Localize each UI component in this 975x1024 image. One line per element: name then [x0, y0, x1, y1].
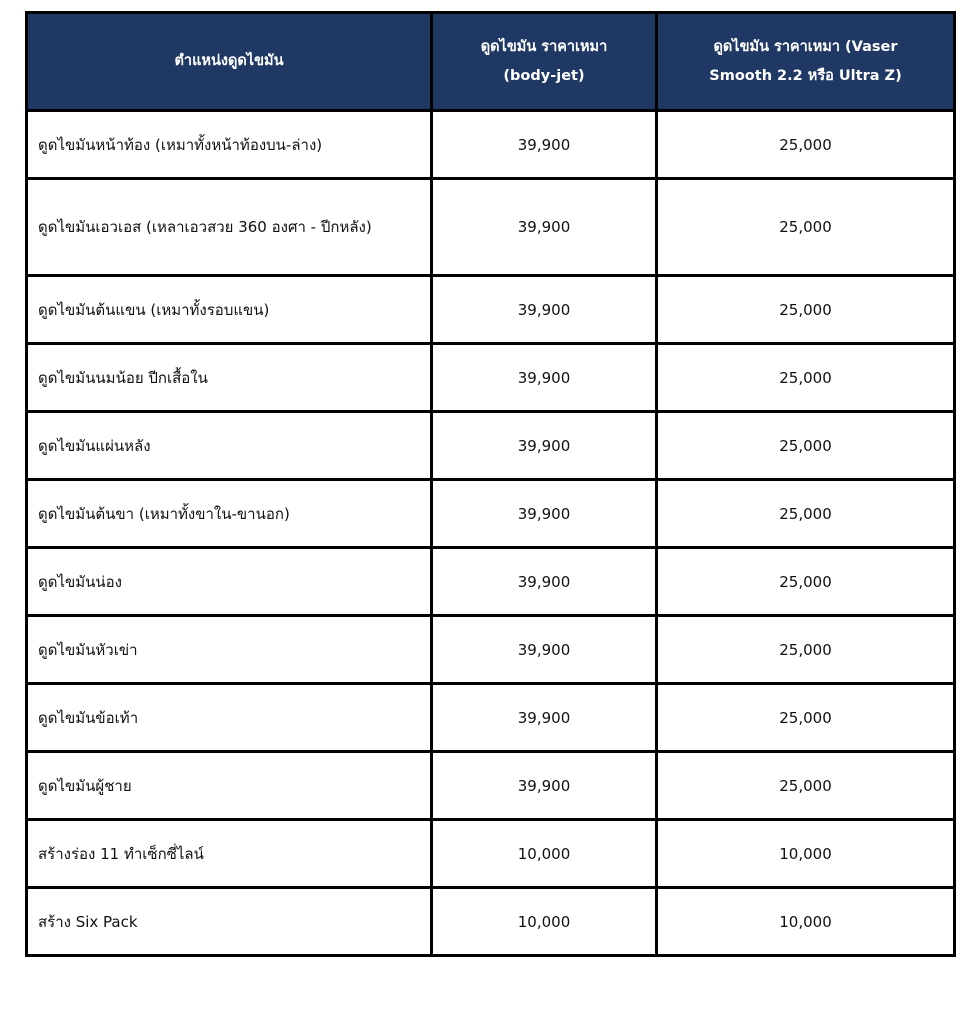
area-cell: ดูดไขมันเอวเอส (เหลาเอวสวย 360 องศา - ปีกหลัง)	[27, 179, 432, 276]
table-row	[27, 276, 955, 344]
table-row	[27, 820, 955, 888]
vaser-price-cell: 10,000	[657, 888, 955, 956]
body-jet-price-cell: 39,900	[432, 752, 657, 820]
vaser-price-cell: 25,000	[657, 480, 955, 548]
area-cell: ดูดไขมันหัวเข่า	[27, 616, 432, 684]
vaser-price-cell: 25,000	[657, 179, 955, 276]
body-jet-price-cell: 39,900	[432, 412, 657, 480]
area-cell: ดูดไขมันข้อเท้า	[27, 684, 432, 752]
body-jet-price-cell: 39,900	[432, 480, 657, 548]
body-jet-price-cell: 39,900	[432, 616, 657, 684]
table-row	[27, 616, 955, 684]
table-header-row	[27, 13, 955, 111]
body-jet-price-cell: 39,900	[432, 344, 657, 412]
vaser-price-cell: 25,000	[657, 111, 955, 179]
table-row	[27, 548, 955, 616]
table-row	[27, 179, 955, 276]
vaser-price-cell: 25,000	[657, 684, 955, 752]
area-cell: ดูดไขมันผู้ชาย	[27, 752, 432, 820]
body-jet-price-cell: 39,900	[432, 548, 657, 616]
vaser-price-cell: 10,000	[657, 820, 955, 888]
header-area: ตำแหน่งดูดไขมัน	[27, 13, 432, 111]
table-row	[27, 888, 955, 956]
table-row	[27, 344, 955, 412]
vaser-price-cell: 25,000	[657, 752, 955, 820]
vaser-price-cell: 25,000	[657, 412, 955, 480]
body-jet-price-cell: 39,900	[432, 276, 657, 344]
header-body-jet-price: ดูดไขมัน ราคาเหมา (body-jet)	[432, 13, 657, 111]
area-cell: ดูดไขมันหน้าท้อง (เหมาทั้งหน้าท้องบน-ล่าง)	[27, 111, 432, 179]
area-cell: ดูดไขมันนมน้อย ปีกเสื้อใน	[27, 344, 432, 412]
price-table	[25, 11, 956, 957]
vaser-price-cell: 25,000	[657, 344, 955, 412]
table-row	[27, 752, 955, 820]
area-cell: ดูดไขมันต้นขา (เหมาทั้งขาใน-ขานอก)	[27, 480, 432, 548]
area-cell: ดูดไขมันต้นแขน (เหมาทั้งรอบแขน)	[27, 276, 432, 344]
vaser-price-cell: 25,000	[657, 276, 955, 344]
body-jet-price-cell: 39,900	[432, 684, 657, 752]
header-vaser-price: ดูดไขมัน ราคาเหมา (Vaser Smooth 2.2 หรือ Ultra Z)	[657, 13, 955, 111]
body-jet-price-cell: 39,900	[432, 111, 657, 179]
body-jet-price-cell: 10,000	[432, 888, 657, 956]
body-jet-price-cell: 10,000	[432, 820, 657, 888]
vaser-price-cell: 25,000	[657, 616, 955, 684]
area-cell: สร้างร่อง 11 ทำเซ็กซี่ไลน์	[27, 820, 432, 888]
area-cell: ดูดไขมันน่อง	[27, 548, 432, 616]
table-row	[27, 684, 955, 752]
area-cell: สร้าง Six Pack	[27, 888, 432, 956]
table-row	[27, 412, 955, 480]
body-jet-price-cell: 39,900	[432, 179, 657, 276]
area-cell: ดูดไขมันแผ่นหลัง	[27, 412, 432, 480]
table-row	[27, 480, 955, 548]
table-row	[27, 111, 955, 179]
vaser-price-cell: 25,000	[657, 548, 955, 616]
